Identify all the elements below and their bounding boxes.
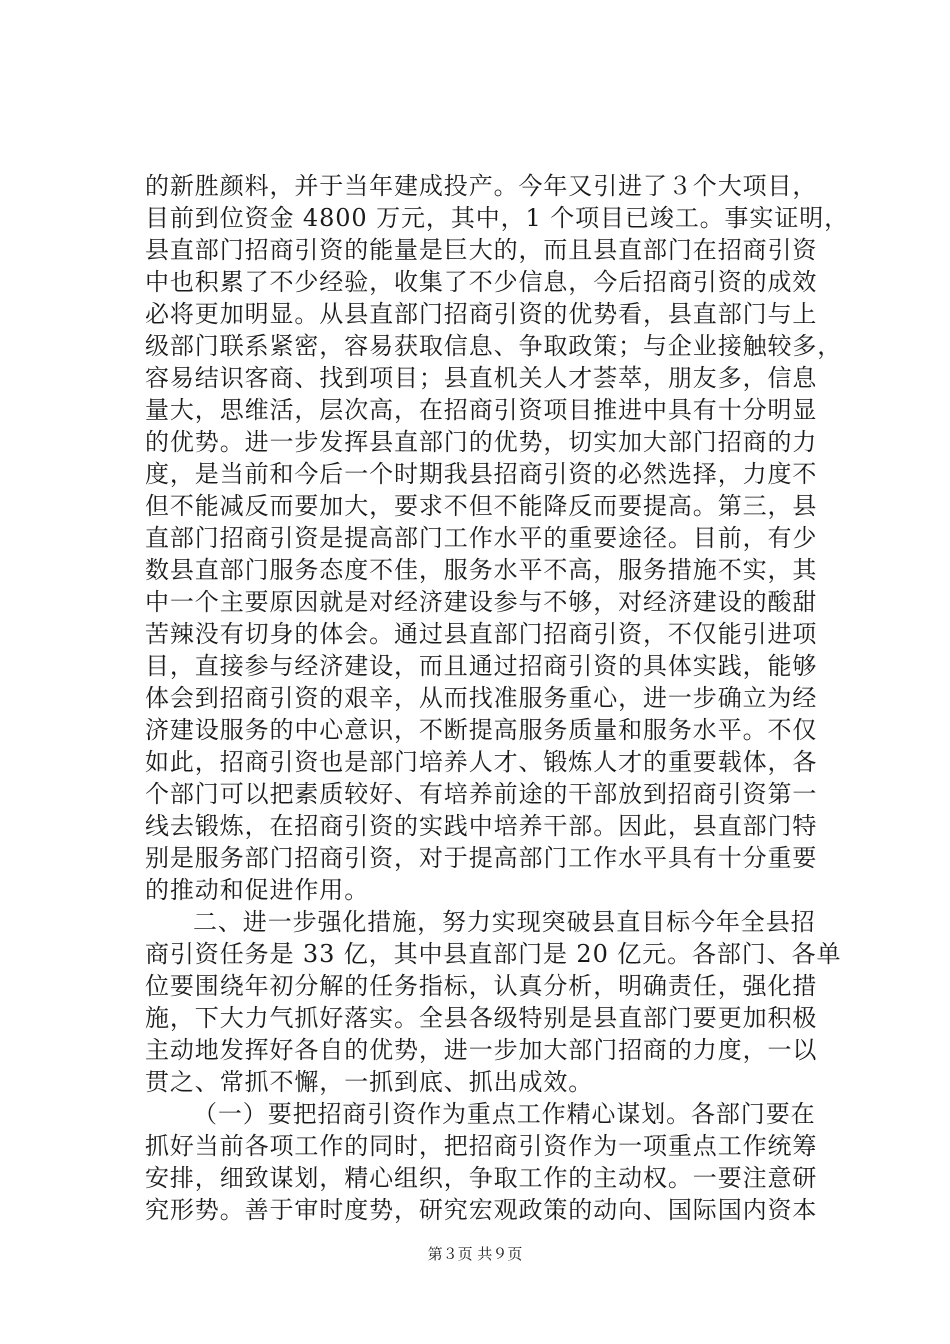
- text-line: 究形势。善于审时度势，研究宏观政策的动向、国际国内资本: [145, 1196, 818, 1224]
- text-line: 中也积累了不少经验，收集了不少信息，今后招商引资的成效: [145, 268, 818, 296]
- text-line: 的推动和促进作用。: [145, 876, 370, 904]
- text-line: 主动地发挥好各自的优势，进一步加大部门招商的力度，一以: [145, 1036, 818, 1064]
- document-body: [145, 170, 850, 1226]
- text-line: 抓好当前各项工作的同时，把招商引资作为一项重点工作统筹: [145, 1132, 818, 1160]
- text-line: 直部门招商引资是提高部门工作水平的重要途径。目前，有少: [145, 524, 818, 552]
- text-line: 施，下大力气抓好落实。全县各级特别是县直部门要更加积极: [145, 1004, 818, 1032]
- page-number-footer: 第３页 共９页: [427, 1245, 523, 1263]
- text-line: 的优势。进一步发挥县直部门的优势，切实加大部门招商的力: [145, 428, 818, 456]
- text-line: 线去锻炼，在招商引资的实践中培养干部。因此，县直部门特: [145, 812, 818, 840]
- text-line: 县直部门招商引资的能量是巨大的，而且县直部门在招商引资: [145, 236, 818, 264]
- text-line: 必将更加明显。从县直部门招商引资的优势看，县直部门与上: [145, 300, 818, 328]
- text-line: 位要围绕年初分解的任务指标，认真分析，明确责任，强化措: [145, 972, 818, 1000]
- text-line: 的新胜颜料，并于当年建成投产。今年又引进了３个大项目，: [145, 172, 818, 200]
- text-line: 中一个主要原因就是对经济建设参与不够，对经济建设的酸甜: [145, 588, 818, 616]
- text-line: 如此，招商引资也是部门培养人才、锻炼人才的重要载体，各: [145, 748, 818, 776]
- text-line: 级部门联系紧密，容易获取信息、争取政策；与企业接触较多，: [145, 332, 843, 360]
- text-line: 济建设服务的中心意识，不断提高服务质量和服务水平。不仅: [145, 716, 818, 744]
- text-line: 商引资任务是 33 亿，其中县直部门是 20 亿元。各部门、各单: [145, 940, 842, 968]
- text-line: 量大，思维活，层次高，在招商引资项目推进中具有十分明显: [145, 396, 818, 424]
- text-line: 目，直接参与经济建设，而且通过招商引资的具体实践，能够: [145, 652, 818, 680]
- text-line: 别是服务部门招商引资，对于提高部门工作水平具有十分重要: [145, 844, 818, 872]
- text-line: 度，是当前和今后一个时期我县招商引资的必然选择，力度不: [145, 460, 818, 488]
- text-line: 贯之、常抓不懈，一抓到底、抓出成效。: [145, 1068, 594, 1096]
- text-line: 但不能减反而要加大，要求不但不能降反而要提高。第三，县: [145, 492, 818, 520]
- text-line: 数县直部门服务态度不佳，服务水平不高，服务措施不实，其: [145, 556, 818, 584]
- text-line: 体会到招商引资的艰辛，从而找准服务重心，进一步确立为经: [145, 684, 818, 712]
- text-line: 容易结识客商、找到项目；县直机关人才荟萃，朋友多，信息: [145, 364, 818, 392]
- text-line: 安排，细致谋划，精心组织，争取工作的主动权。一要注意研: [145, 1164, 818, 1192]
- subsection-heading-line: （一）要把招商引资作为重点工作精心谋划。各部门要在: [193, 1100, 816, 1128]
- text-line: 目前到位资金 4800 万元，其中，1 个项目已竣工。事实证明，: [145, 204, 850, 232]
- text-line: 个部门可以把素质较好、有培养前途的干部放到招商引资第一: [145, 780, 818, 808]
- section-heading-line: 二、进一步强化措施，努力实现突破县直目标今年全县招: [193, 908, 816, 936]
- text-line: 苦辣没有切身的体会。通过县直部门招商引资，不仅能引进项: [145, 620, 818, 648]
